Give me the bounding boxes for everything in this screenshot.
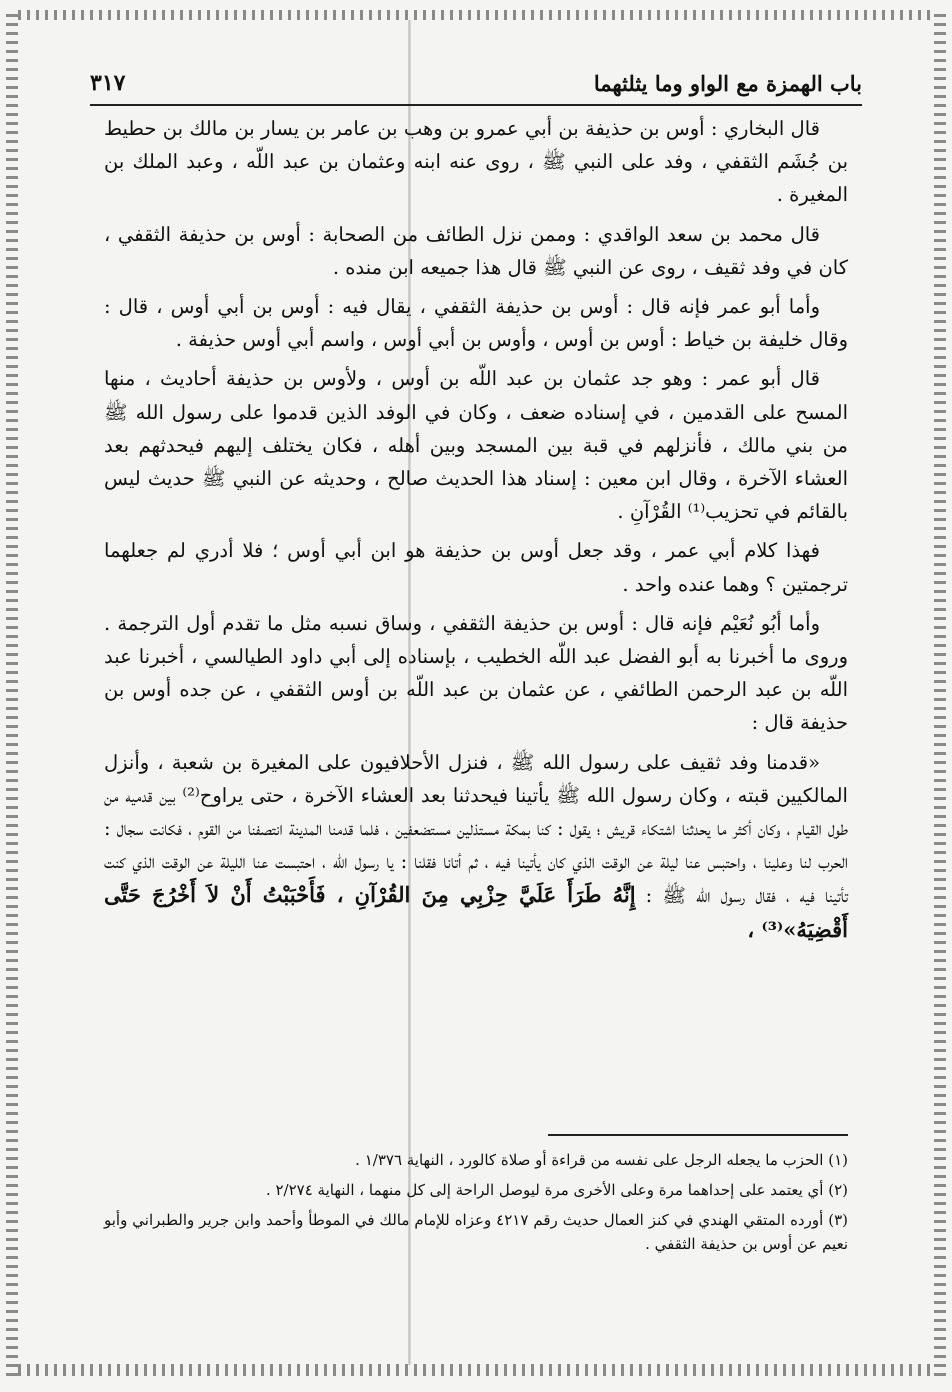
- page-border-right: [934, 10, 946, 1376]
- footnote-rule: [548, 1134, 848, 1136]
- paragraph: وأما أبُو نُعَيْم فإنه قال : أوس بن حذيفة الثقفي ، وساق نسبه مثل ما تقدم أول الترجمة . وروى ما أخبرنا به أبو الفضل عبد اللّه الخطيب ، بإسناده إلى أبي داود الطيالسي ، أخبرنا عبد اللّه بن عبد الرحمن الطائفي ، عن عثمان بن عبد اللّه بن أوس الثقفي ، عن جده أوس بن حذيفة قال :: [104, 611, 848, 735]
- footnote: (٢) أي يعتمد على إحداهما مرة وعلى الأخرى مرة ليوصل الراحة إلى كل منهما ، النهاية ٢/٢٧٤ .: [265, 1181, 848, 1199]
- paragraph: فهذا كلام أبي عمر ، وقد جعل أوس بن حذيفة هو ابن أبي أوس ؛ فلا أدري لم جعلهما ترجمتين ؟ وهما عنده واحد .: [104, 539, 848, 596]
- paragraph: قال محمد بن سعد الواقدي : وممن نزل الطائف من الصحابة : أوس بن حذيفة الثقفي ، كان في وفد ثقيف ، روى عن النبي ﷺ قال هذا جميعه ابن منده .: [104, 222, 848, 279]
- footnote: (٣) أورده المتقي الهندي في كنز العمال حديث رقم ٤٢١٧ وعزاه للإمام مالك في الموطأ وأحمد وابن جرير والطبراني وأبو نعيم عن أوس بن حذيفة الثقفي .: [104, 1211, 849, 1253]
- paragraph: قال أبو عمر : وهو جد عثمان بن عبد اللّه بن أوس ، ولأوس بن حذيفة أحاديث ، منها المسح على القدمين ، في إسناده ضعف ، وكان في الوفد الذين قدموا على رسول الله ﷺ من بني مالك ، فأنزلهم في قبة بين المسجد وبين أهله ، فكان يختلف إليهم فيحدثهم بعد العشاء الآخرة ، وقال ابن معين : إسناد هذا الحديث صالح ، وحديثه عن النبي ﷺ حديث ليس بالقائم في تحزيب⁽¹⁾ القُرْآنِ .: [104, 367, 848, 524]
- page-number: ٣١٧: [90, 70, 126, 96]
- page-border-left: [6, 10, 18, 1376]
- header-rule: [90, 104, 862, 106]
- running-header: [90, 66, 862, 100]
- page-border-top: [18, 10, 934, 20]
- paragraph: قال البخاري : أوس بن حذيفة بن أبي عمرو بن وهب بن عامر بن يسار بن مالك بن حطيط بن جُشَم الثقفي ، وفد على النبي ﷺ ، روى عنه ابنه وعثمان بن عبد اللّه ، وعبد الملك بن المغيرة .: [104, 117, 848, 207]
- paragraph: وأما أبو عمر فإنه قال : أوس بن حذيفة الثقفي ، يقال فيه : أوس بن أبي أوس ، قال : وقال خليفة بن خياط : أوس بن أوس ، وأوس بن أبي أوس ، واسم أبي أوس حذيفة .: [104, 295, 848, 352]
- main-text: [104, 112, 848, 953]
- footnotes: [104, 1148, 848, 1262]
- page-border-bottom: [18, 1364, 934, 1376]
- hadith-quote: إِنَّهُ طَرَأَ عَلَيَّ حِزْبِي مِنَ القُرْآنِ ، فَأَحْبَبْتُ أَنْ لاَ أَخْرُجَ حَتَّى أَقْضِيَهُ»⁽³⁾ ،: [104, 882, 848, 942]
- hadith-paragraph: [104, 746, 848, 947]
- chapter-title: باب الهمزة مع الواو وما يثلثهما: [593, 70, 862, 96]
- hadith-text: «قدمنا وفد ثقيف على رسول الله ﷺ ، فنزل الأحلافيون على المغيرة بن شعبة ، وأنزل المالكيين قبته ، وكان رسول الله ﷺ يأتينا فيحدثنا بعد العشاء الآخرة ، حتى يراوح⁽²⁾ بين قدميه من طول القيام ، وكان أكثر ما يحدثنا اشتكاء قريش ؛ يقول : كنا بمكة مستذلين مستضعفين ، فلما قدمنا المدينة انتصفنا من القوم ، فكانت سجال : الحرب لنا وعلينا ، واحتبس عنا ليلة عن الوقت الذي كان يأتينا فيه ، ثم أتانا فقلنا : يا رسول الله ، احتبست عنا الليلة عن الوقت الذي كنت تأتينا فيه ، فقال رسول الله ﷺ :: [104, 750, 848, 908]
- footnote: (١) الحزب ما يجعله الرجل على نفسه من قراءة أو صلاة كالورد ، النهاية ١/٣٧٦ .: [355, 1151, 848, 1169]
